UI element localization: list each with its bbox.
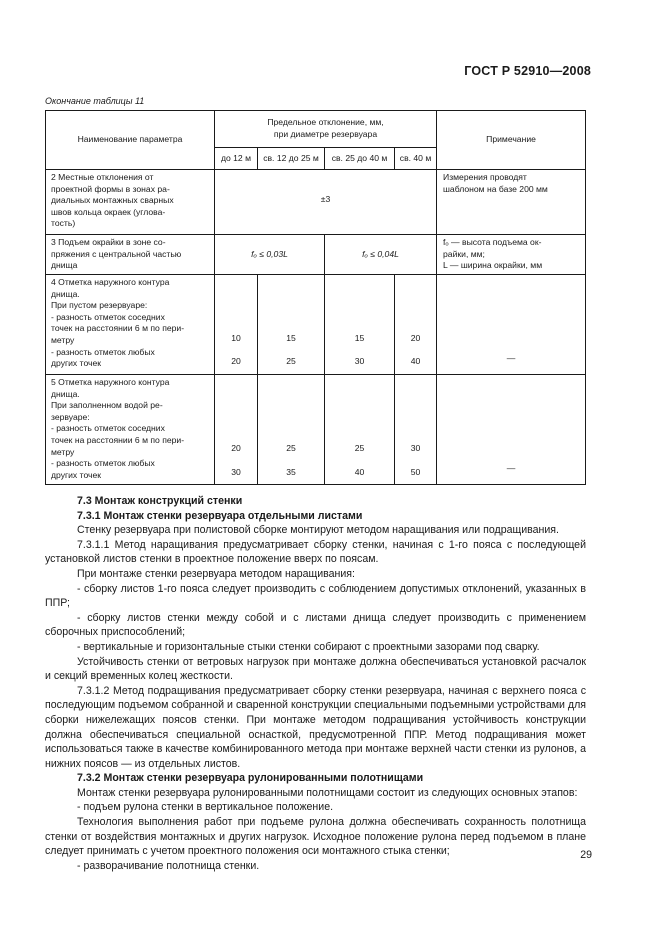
paragraph: При монтаже стенки резервуара методом наращивания: bbox=[77, 567, 355, 580]
section-heading-7-3-1: 7.3.1 Монтаж стенки резервуара отдельными листами bbox=[77, 509, 363, 522]
section-text bbox=[45, 494, 586, 873]
header-deviation-line1: Предельное отклонение, мм, bbox=[267, 117, 384, 128]
row3-param: 3 Подъем окрайки в зоне со- пряжения с центральной частью днища bbox=[46, 235, 215, 275]
row4-d3: 15 30 bbox=[325, 275, 395, 375]
row4-param: 4 Отметка наружного контура днища. При пустом резервуаре: - разность отметок соседних точек на расстоянии 6 м по пери- метру - разность отметок любых других точек bbox=[46, 275, 215, 375]
table-row bbox=[46, 275, 586, 375]
list-item: - вертикальные и горизонтальные стыки стенки собирают с проектными зазорами под сварку. bbox=[77, 640, 540, 653]
row2-param: 2 Местные отклонения от проектной формы в зонах ра- диальных монтажных сварных швов кольца окраек (углова- тость) bbox=[46, 170, 215, 235]
paragraph: Стенку резервуара при полистовой сборке монтируют методом наращивания или подращивания. bbox=[77, 524, 559, 537]
paragraph: Устойчивость стенки от ветровых нагрузок при монтаже должна обеспечиваться установкой расчалок и секций временных колец жесткости. bbox=[45, 655, 586, 683]
paragraph: 7.3.1.2 Метод подращивания предусматривает сборку стенки резервуара, начиная с верхнего пояса с последующим подъемом собранной и сваренной конструкции специальными подъемными устройствами для сборки нижележащих поясов стенки. При монтаже методом подращивания устойчивость конструкции должна обеспечиваться специальной оснасткой, предусмотренной ППР. Метод подращивания может использоваться также в качестве комбинированного метода при монтаже верхней части стенки из рулонов, а нижних поясов — из отдельных листов. bbox=[45, 684, 586, 770]
row2-value: ±3 bbox=[215, 170, 437, 235]
row4-d2: 15 25 bbox=[258, 275, 325, 375]
row5-param: 5 Отметка наружного контура днища. При заполненном водой ре- зервуаре: - разность отметок соседних точек на расстоянии 6 м по пери- метру - разность отметок любых других точек bbox=[46, 375, 215, 485]
row2-note: Измерения проводят шаблоном на базе 200 мм bbox=[437, 170, 586, 235]
header-note: Примечание bbox=[437, 111, 586, 170]
subheader-d3: св. 25 до 40 м bbox=[325, 148, 395, 170]
header-parameter: Наименование параметра bbox=[46, 111, 215, 170]
row3-value-b: fₒ ≤ 0,04L bbox=[325, 235, 437, 275]
header-deviation-line2: при диаметре резервуара bbox=[273, 129, 378, 139]
table-row bbox=[46, 235, 586, 275]
subheader-d2: св. 12 до 25 м bbox=[258, 148, 325, 170]
table-row bbox=[46, 375, 586, 485]
list-item: - подъем рулона стенки в вертикальное положение. bbox=[77, 801, 334, 814]
row4-note: — bbox=[437, 275, 586, 375]
standard-code: ГОСТ Р 52910—2008 bbox=[464, 64, 591, 78]
table-caption: Окончание таблицы 11 bbox=[45, 96, 145, 106]
list-item: - сборку листов 1-го пояса следует производить с соблюдением допустимых отклонений, указанных в ППР; bbox=[45, 582, 586, 610]
row5-d2: 25 35 bbox=[258, 375, 325, 485]
row3-value-a: fₒ ≤ 0,03L bbox=[215, 235, 325, 275]
row5-note: — bbox=[437, 375, 586, 485]
section-heading-7-3: 7.3 Монтаж конструкций стенки bbox=[77, 495, 243, 507]
list-item: - разворачивание полотнища стенки. bbox=[77, 859, 260, 872]
subheader-d4: св. 40 м bbox=[395, 148, 437, 170]
row5-d4: 30 50 bbox=[395, 375, 437, 485]
section-heading-7-3-2: 7.3.2 Монтаж стенки резервуара рулонированными полотнищами bbox=[77, 772, 424, 785]
header-deviation bbox=[215, 111, 437, 148]
paragraph: 7.3.1.1 Метод наращивания предусматривает сборку стенки, начиная с 1-го пояса с последующей установкой листов стенки в проектное положение вверх по поясам. bbox=[45, 538, 586, 566]
deviation-table bbox=[45, 110, 586, 485]
table-row bbox=[46, 170, 586, 235]
row4-d1: 10 20 bbox=[215, 275, 258, 375]
paragraph: Монтаж стенки резервуара рулонированными полотнищами состоит из следующих основных этапов: bbox=[77, 786, 578, 799]
subheader-d1: до 12 м bbox=[215, 148, 258, 170]
row4-d4: 20 40 bbox=[395, 275, 437, 375]
row5-d1: 20 30 bbox=[215, 375, 258, 485]
paragraph: Технология выполнения работ при подъеме рулона должна обеспечивать сохранность полотнища стенки от воздействия монтажных и других нагрузок. Исходное положение рулона перед подъемом в плане следует принимать с учетом проектного положения оси монтажного стыка стенки; bbox=[45, 816, 586, 858]
page-number: 29 bbox=[580, 849, 592, 861]
row3-note: fₒ — высота подъема ок- райки, мм; L — ширина окрайки, мм bbox=[437, 235, 586, 275]
row5-d3: 25 40 bbox=[325, 375, 395, 485]
list-item: - сборку листов стенки между собой и с листами днища следует производить с применением сборочных приспособлений; bbox=[45, 611, 586, 639]
